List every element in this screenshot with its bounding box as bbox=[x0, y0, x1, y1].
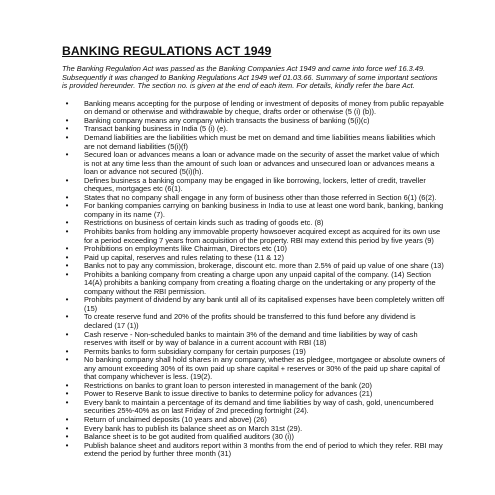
list-item bbox=[62, 442, 445, 459]
bullet-icon: • bbox=[65, 312, 69, 322]
list-item-text: Balance sheet is to be got audited from qualified auditors (30 (i)) bbox=[84, 432, 294, 442]
bullet-icon: • bbox=[65, 175, 69, 185]
list-item bbox=[62, 228, 445, 245]
list-item-text: Banks not to pay any commission, brokerage, discount etc. more than 2.5% of paid up value of one share (13) bbox=[84, 261, 444, 271]
list-item-text: Return of unclaimed deposits (10 years and above) (26) bbox=[84, 415, 267, 425]
bullet-icon: • bbox=[65, 389, 69, 399]
list-item-text: Power to Reserve Bank to issue directive to banks to determine policy for advances (21) bbox=[84, 389, 373, 399]
bullet-icon: • bbox=[65, 329, 69, 339]
bullet-icon: • bbox=[65, 397, 69, 407]
list-item-text: Prohibits payment of dividend by any bank until all of its capitalised expenses have been completely written off (15) bbox=[84, 295, 445, 313]
bullet-icon: • bbox=[65, 226, 69, 236]
list-item bbox=[62, 271, 445, 297]
list-item bbox=[62, 151, 445, 177]
list-item bbox=[62, 202, 445, 219]
bullet-icon: • bbox=[65, 252, 69, 262]
bullet-icon: • bbox=[65, 261, 69, 271]
list-item-text: Prohibits banks from holding any immovable property howsoever acquired except as acquired for its own use for a period exceeding 7 years from acquisition of the property. RBI may extend this period by five years (9) bbox=[84, 226, 441, 245]
bullet-icon: • bbox=[65, 124, 69, 134]
list-item-text: No banking company shall hold shares in any company, whether as pledgee, mortgagee or absolute owners of any amount exceeding 30% of its own paid up share capital + reserves or 30% of the paid up share capital of that company whichever is less. (19(2). bbox=[84, 355, 445, 382]
list-item bbox=[62, 399, 445, 416]
list-item-text: Secured loan or advances means a loan or advance made on the security of asset the market value of which is not at any time less than the amount of such loan or advances and unsecured loan or advances means a loan or advance not secured (5(i)(h). bbox=[84, 150, 440, 177]
list-item-text: Transact banking business in India (5 (i) (e). bbox=[84, 124, 228, 134]
list-item-text: Prohibitions on employments like Chairman, Directors etc (10) bbox=[84, 244, 287, 254]
list-item-text: Prohibits a banking company from creating a charge upon any unpaid capital of the company. (14) Section 14(A) prohibits a banking company from creating a floating charge on the undertaking or any property of the company without the RBI permission. bbox=[84, 269, 436, 296]
bullet-icon: • bbox=[65, 440, 69, 450]
list-item bbox=[62, 331, 445, 348]
list-item bbox=[62, 313, 445, 330]
list-item bbox=[62, 296, 445, 313]
bullet-icon: • bbox=[65, 115, 69, 125]
list-item bbox=[62, 134, 445, 151]
list-item-text: Publish balance sheet and auditors report within 3 months from the end of period to which they refer. RBI may extend the period by further three month (31) bbox=[84, 440, 443, 459]
list-item-text: Every bank has to publish its balance sheet as on March 31st (29). bbox=[84, 423, 303, 433]
bullet-icon: • bbox=[65, 98, 69, 108]
list-item-text: Defines business a banking company may be engaged in like borrowing, lockers, letter of credit, traveller cheques, mortgages etc (6(1). bbox=[84, 175, 426, 194]
list-item-text: Banking company means any company which transacts the business of banking (5(i)(c) bbox=[84, 115, 370, 125]
list-item-text: Banking means accepting for the purpose of lending or investment of deposits of money from public repayable on demand or otherwise and withdrawable by cheque, drafts order or otherwise (5 (i) (b)). bbox=[84, 98, 444, 117]
bullet-icon: • bbox=[65, 150, 69, 160]
bullet-icon: • bbox=[65, 269, 69, 279]
list-item-text: Restrictions on banks to grant loan to person interested in management of the bank (20) bbox=[84, 380, 372, 390]
list-item-text: Permits banks to form subsidiary company for certain purposes (19) bbox=[84, 346, 306, 356]
list-item-text: Demand liabilities are the liabilities which must be met on demand and time liabilities means liabilities which are not demand liabilities (5(i)(f) bbox=[84, 132, 436, 151]
bullet-icon: • bbox=[65, 355, 69, 365]
list-item bbox=[62, 100, 445, 117]
list-item-text: To create reserve fund and 20% of the profits should be transferred to this fund before any dividend is declared (17 (1)) bbox=[84, 312, 416, 330]
list-item bbox=[62, 177, 445, 194]
list-item-text: Restrictions on business of certain kinds such as trading of goods etc. (8) bbox=[84, 218, 324, 228]
bullet-icon: • bbox=[65, 244, 69, 254]
bullet-icon: • bbox=[65, 423, 69, 433]
list-item-text: Every bank to maintain a percentage of its demand and time liabilities by way of cash, gold, unencumbered securities 25%-40% as on last Friday of 2nd preceding fortnight (24). bbox=[84, 397, 434, 416]
bullet-icon: • bbox=[65, 415, 69, 425]
bullet-icon: • bbox=[65, 380, 69, 390]
list-item-text: For banking companies carrying on banking business in India to use at least one word bank, banking, banking company in its name (7). bbox=[84, 201, 444, 219]
sections-list bbox=[62, 100, 445, 459]
bullet-icon: • bbox=[65, 218, 69, 228]
intro-paragraph: The Banking Regulation Act was passed as the Banking Companies Act 1949 and came into force wef 16.3.49. Subsequently it was changed to Banking Regulations Act 1949 wef 01.03.66. Summary of some important sections is provided hereunder. The section no. is given at the end of each item. For details, kindly refer the bare Act. bbox=[62, 64, 438, 91]
bullet-icon: • bbox=[65, 201, 69, 211]
bullet-icon: • bbox=[65, 432, 69, 442]
list-item bbox=[62, 356, 445, 382]
bullet-icon: • bbox=[65, 346, 69, 356]
document-title: BANKING REGULATIONS ACT 1949 bbox=[62, 44, 272, 58]
list-item-text: Paid up capital, reserves and rules relating to these (11 & 12) bbox=[84, 252, 284, 262]
list-item-text: Cash reserve - Non-scheduled banks to maintain 3% of the demand and time liabilities by way of cash reserves with itself or by way of balance in a current account with RBI (18) bbox=[84, 329, 418, 348]
bullet-icon: • bbox=[65, 192, 69, 202]
bullet-icon: • bbox=[65, 132, 69, 142]
bullet-icon: • bbox=[65, 295, 69, 305]
list-item-text: States that no company shall engage in any form of business other than those referred in Section 6(1) (6(2). bbox=[84, 192, 437, 202]
